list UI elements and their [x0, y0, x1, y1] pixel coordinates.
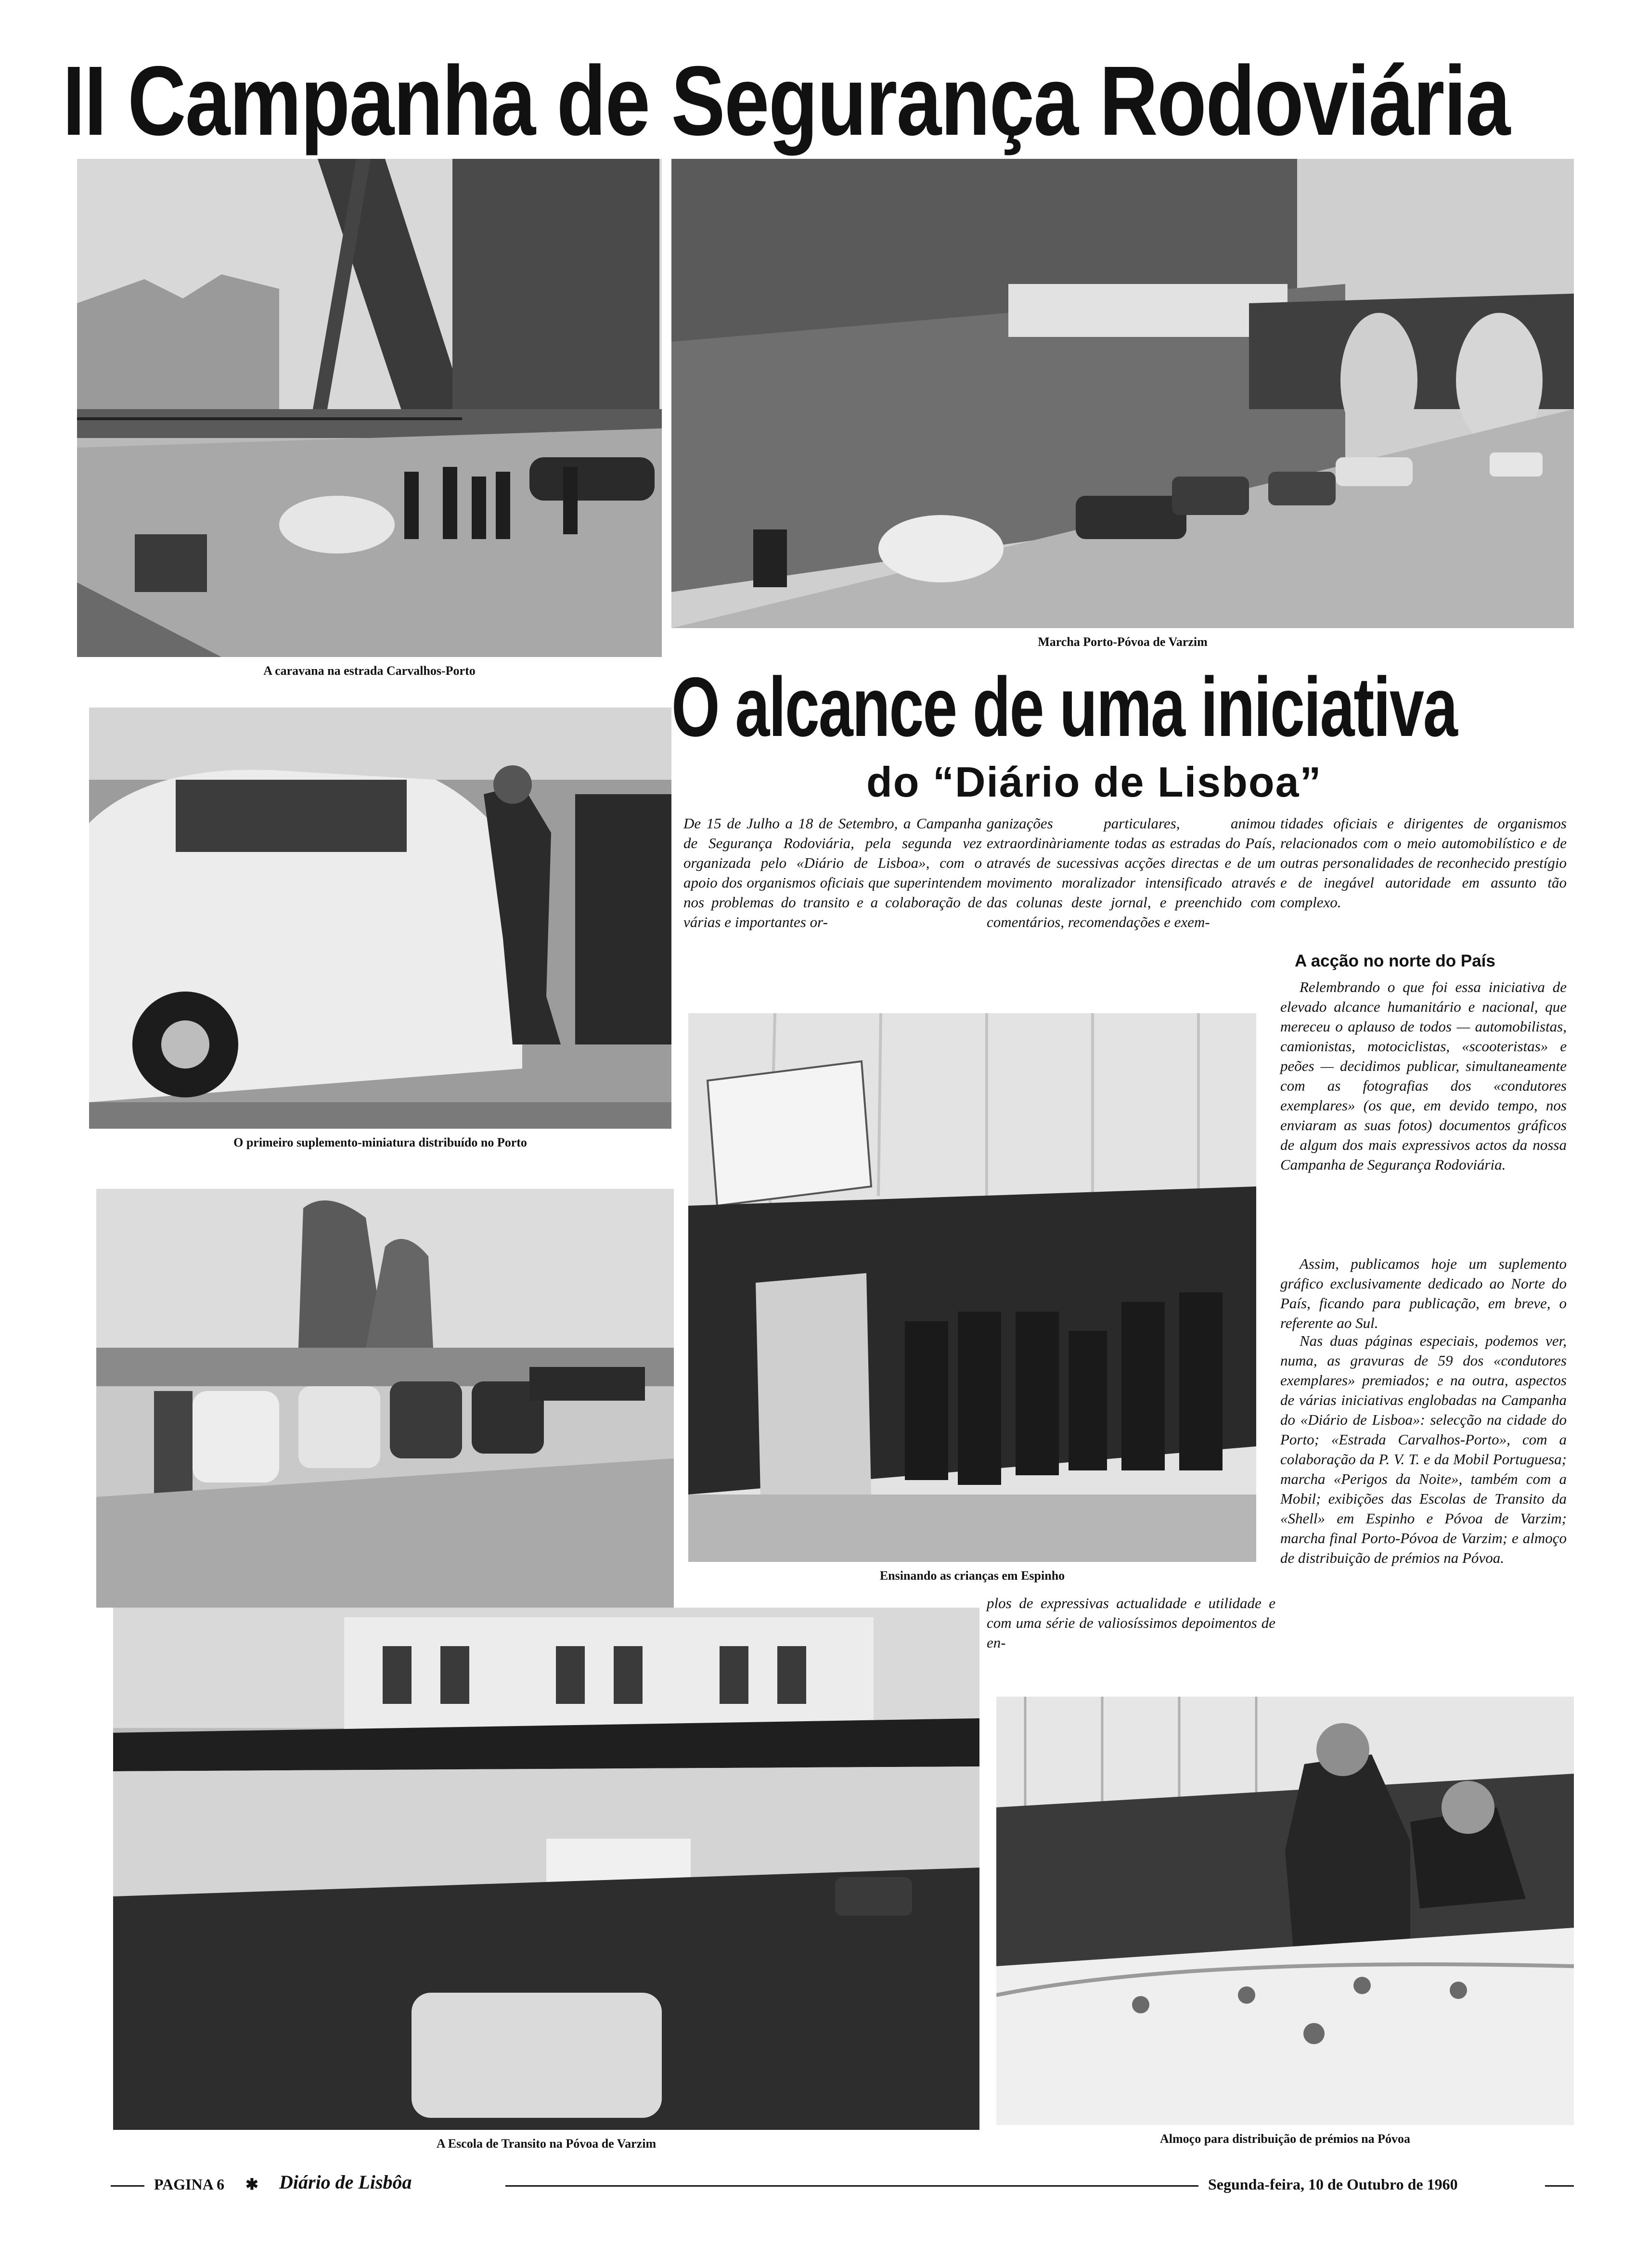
photo-suplemento [89, 708, 671, 1129]
article-title: O alcance de uma iniciativa [671, 660, 1457, 754]
footer-masthead: Diário de Lisbôa [279, 2171, 412, 2193]
article-col3d: Nas duas páginas especiais, podemos ver, numa, as gravuras de 59 dos «condutores exemplares» premiados; e na outra, aspectos de várias iniciativas englobadas na Campanha do «Diário de Lisboa»: selecção na cidade do Porto; «Estrada Carvalhos-Porto», com a colaboração da P. V. T. e da Mobil Portuguesa; marcha «Perigos da Noite», também com a Mobil; exibições das Escolas de Transito da «Shell» em Espinho e Póvoa de Varzim; marcha final Porto-Póvoa de Varzim; e almoço de distribuição de prémios na Póvoa. [1280, 1332, 1567, 1566]
article-subtitle: do “Diário de Lisboa” [866, 758, 1322, 806]
footer-date: Segunda-feira, 10 de Outubro de 1960 [1208, 2176, 1458, 2193]
photo-espinho [688, 1013, 1256, 1562]
photo-perigos [96, 1189, 674, 1608]
photo-marcha-povoa [671, 159, 1574, 628]
article-col3a: tidades oficiais e dirigentes de organismos relacionados com o meio automobilístico e de outras personalidades de reconhecido prestígio e de inegável autoridade em assunto tão complexo. [1280, 815, 1567, 911]
article-col3b: Relembrando o que foi essa iniciativa de elevado alcance humanitário e nacional, que mereceu o aplauso de todos — automobilistas, camionistas, motociclistas, «scooteristas» e peões — decidimos publicar, simultaneamente com as fotografias dos «condutores exemplares» (os que, em devido tempo, nos enviaram as suas fotos) documentos gráficos de algum dos mais expressivos actos da nossa Campanha de Segurança Rodoviária. [1280, 979, 1567, 1173]
article-col2b: plos de expressivas actualidade e utilidade e com uma série de valiosíssimos depoimentos de en- [987, 1595, 1275, 1651]
footer-rule-right [1545, 2185, 1574, 2187]
footer-star: ✱ [245, 2176, 258, 2193]
caption-marcha-povoa: Marcha Porto-Póvoa de Varzim [1038, 635, 1208, 649]
caption-espinho: Ensinando as crianças em Espinho [879, 1569, 1065, 1583]
article-col2a: ganizações particulares, animou extraordinàriamente todas as estradas do País, através de sucessivas acções directas e de um movimento moralizador intensificado através das colunas deste jornal, e preenchido com comentários, recomendações e exem- [987, 815, 1275, 930]
caption-suplemento: O primeiro suplemento-miniatura distribuído no Porto [233, 1135, 527, 1149]
footer-rule-middle [505, 2185, 1198, 2187]
footer-page-label: PAGINA 6 [154, 2176, 225, 2193]
photo-caravana [77, 159, 662, 657]
article-col3c: Assim, publicamos hoje um suplemento gráfico exclusivamente dedicado ao Norte do País, ficando para publicação, em breve, o referente ao Sul. [1280, 1255, 1567, 1331]
caption-caravana: A caravana na estrada Carvalhos-Porto [263, 664, 476, 678]
article-col1: De 15 de Julho a 18 de Setembro, a Campanha de Segurança Rodoviária, pela segunda vez organizada pelo «Diário de Lisboa», com o apoio dos organismos oficiais que superintendem nos problemas do transito e a colaboração de várias e importantes or- [683, 815, 982, 930]
page-headline: II Campanha de Segurança Rodoviária [63, 46, 1510, 156]
footer-rule-left [111, 2185, 144, 2187]
article-subhead: A acção no norte do País [1295, 952, 1495, 970]
photo-almoco [996, 1697, 1574, 2125]
photo-escola [113, 1608, 979, 2130]
caption-almoco: Almoço para distribuição de prémios na Póvoa [1160, 2132, 1410, 2146]
caption-escola: A Escola de Transito na Póvoa de Varzim [436, 2137, 657, 2151]
